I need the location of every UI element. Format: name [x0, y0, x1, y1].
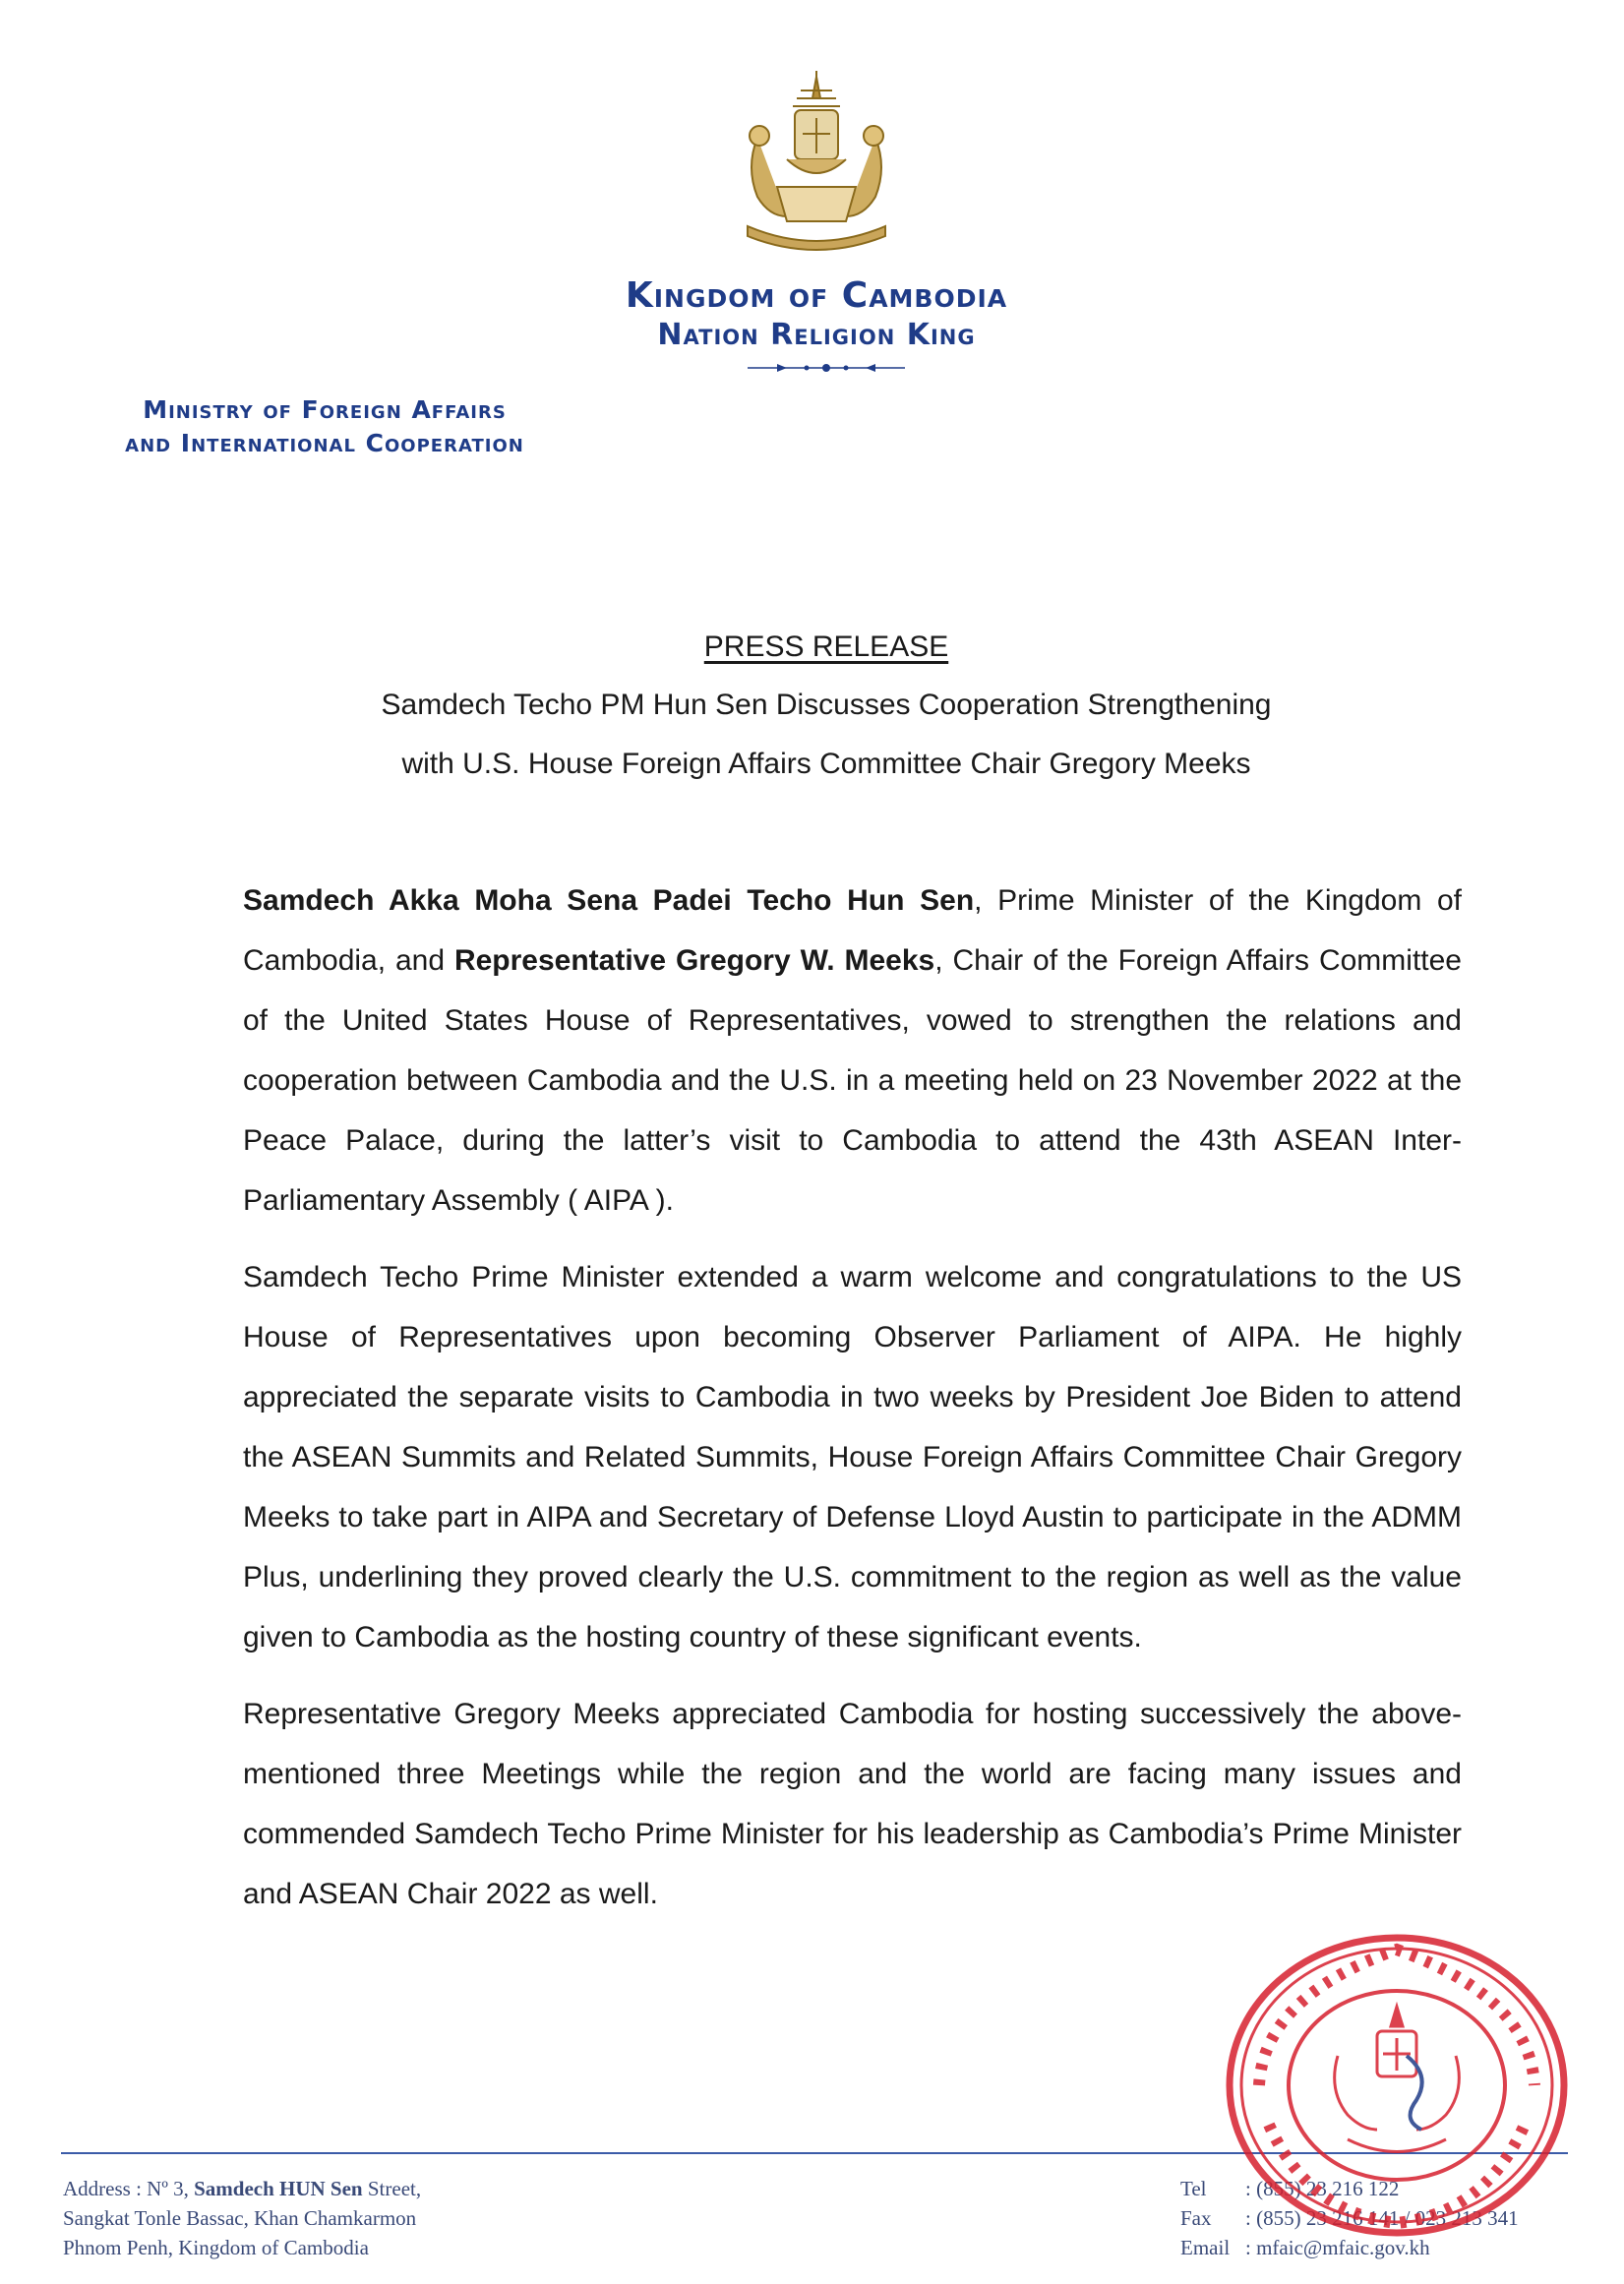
subtitle-line1: Samdech Techo PM Hun Sen Discusses Cooperation Strengthening — [381, 689, 1272, 721]
pm-name: Samdech Akka Moha Sena Padei Techo Hun Sen — [243, 884, 975, 917]
footer-address — [63, 2174, 752, 2262]
address-street-name: Samdech HUN Sen — [194, 2177, 363, 2200]
representative-name: Representative Gregory W. Meeks — [453, 944, 935, 977]
email-value[interactable]: : mfaic@mfaic.gov.kh — [1245, 2236, 1430, 2259]
ministry-name-line2: and International Cooperation — [125, 429, 524, 457]
paragraph-1-text-a: , Prime Minister of the Kingdom of Cambodia, and — [243, 884, 1462, 977]
address-prefix: Address : Nº 3, — [63, 2177, 195, 2200]
address-line2: Sangkat Tonle Bassac, Khan Chamkarmon — [63, 2206, 417, 2230]
official-seal-stamp-icon — [1220, 1928, 1574, 2243]
royal-coat-of-arms-icon — [718, 69, 915, 266]
motto-heading: Nation Religion King — [657, 318, 976, 352]
kingdom-heading: Kingdom of Cambodia — [625, 275, 1008, 316]
paragraph-1 — [243, 871, 1462, 1231]
fax-value: : (855) 23 216 141 / 023 213 341 — [1245, 2206, 1519, 2230]
press-release-body — [243, 871, 1462, 1941]
paragraph-3: Representative Gregory Meeks appreciated Cambodia for hosting successively the above-mentioned three Meetings while the region and the world are facing many issues and commended Samdech Techo Prime Minister for his leadership as Cambodia’s Prime Minister and ASEAN Chair 2022 as well. — [243, 1698, 1462, 1910]
ministry-name-line1: Ministry of Foreign Affairs — [143, 395, 507, 424]
paragraph-1-text-b: , Chair of the Foreign Affairs Committee of the United States House of Representatives, vowed to strengthen the relations and cooperation between Cambodia and the U.S. in a meeting held on 23 November 2022 at the Peace Palace, during the latter’s visit to Cambodia to attend the 43th ASEAN Inter-Parliamentary Assembly ( AIPA ). — [243, 944, 1462, 1217]
paragraph-2: Samdech Techo Prime Minister extended a warm welcome and congratulations to the US House of Representatives upon becoming Observer Parliament of AIPA. He highly appreciated the separate visits to Cambodia in two weeks by President Joe Biden to attend the ASEAN Summits and Related Summits, House Foreign Affairs Committee Chair Gregory Meeks to take part in AIPA and Secretary of Defense Lloyd Austin to participate in the ADMM Plus, underlining they proved clearly the U.S. commitment to the region as well as the value given to Cambodia as the hosting country of these significant events. — [243, 1261, 1462, 1653]
tel-value: : (855) 23 216 122 — [1245, 2177, 1400, 2200]
subtitle-line2: with U.S. House Foreign Affairs Committee Chair Gregory Meeks — [401, 748, 1251, 780]
ornament-divider-icon — [748, 360, 905, 376]
address-line1 — [63, 2174, 752, 2203]
address-line3: Phnom Penh, Kingdom of Cambodia — [63, 2236, 369, 2259]
fax-label: Fax — [1180, 2206, 1212, 2230]
address-suffix: Street, — [362, 2177, 422, 2200]
email-label: Email — [1180, 2236, 1231, 2259]
press-release-title: PRESS RELEASE — [703, 631, 949, 663]
tel-label: Tel — [1180, 2177, 1207, 2200]
